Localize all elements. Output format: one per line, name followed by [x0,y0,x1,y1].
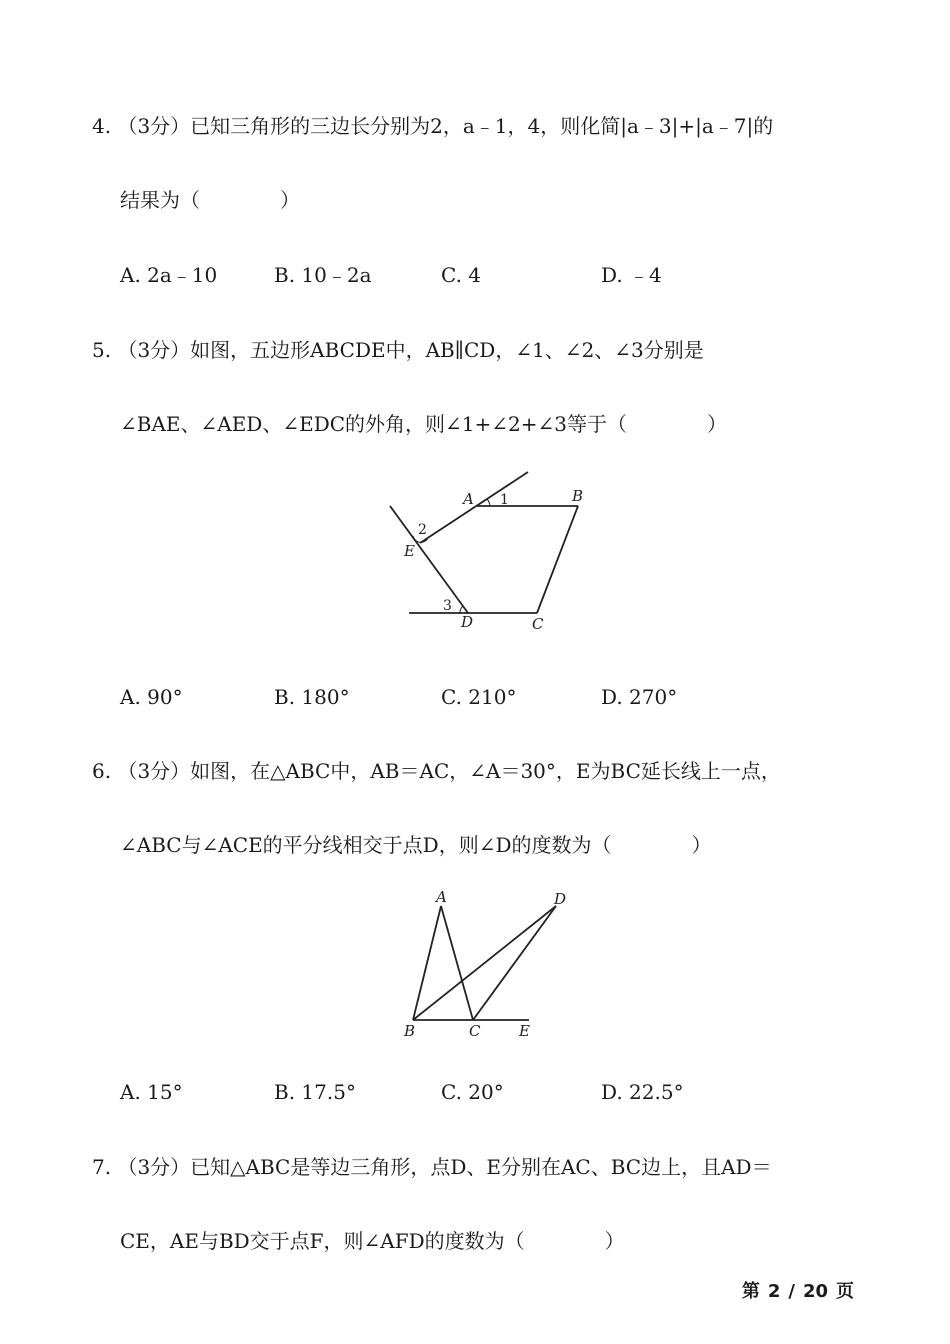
q5-angle1-arc [487,499,490,506]
q6-label-c: C [469,1022,481,1040]
q6-option-c[interactable]: C. 20° [441,1080,504,1104]
footer-total-pages: 20 [802,1281,828,1302]
q5-stem-line1: 5. （3分）如图，五边形ABCDE中，AB∥CD，∠1、∠2、∠3分别是 [92,338,704,362]
q6-segment-ac [441,906,473,1020]
q5-label-3: 3 [443,598,452,614]
q5-line-ae-extended [420,472,528,543]
q4-stem-line2: 结果为（ ） [120,188,300,212]
footer-prefix: 第 [741,1281,760,1302]
q6-option-a[interactable]: A. 15° [120,1080,183,1104]
q5-label-a: A [463,490,474,508]
q5-option-d[interactable]: D. 270° [601,685,678,709]
q5-pentagon-figure [380,465,600,635]
q6-triangle-figure [395,885,580,1045]
page-footer [738,1277,858,1303]
q6-label-a: A [436,888,447,906]
q6-label-e: E [519,1022,530,1040]
q5-angle3-arc [460,606,463,613]
q6-label-b: B [404,1022,416,1040]
q5-option-c[interactable]: C. 210° [441,685,517,709]
q5-label-e: E [404,542,415,560]
footer-suffix: 页 [836,1281,854,1302]
q6-label-d: D [554,890,567,908]
q5-line-ed-extended [390,506,468,613]
q5-option-a[interactable]: A. 90° [120,685,183,709]
q4-option-b[interactable]: B. 10﹣2a [274,263,372,287]
q7-stem-line2: CE，AE与BD交于点F，则∠AFD的度数为（ ） [120,1229,625,1253]
q6-option-b[interactable]: B. 17.5° [274,1080,356,1104]
q6-segment-ab [413,906,441,1020]
q5-option-b[interactable]: B. 180° [274,685,350,709]
q4-option-a[interactable]: A. 2a﹣10 [120,263,218,287]
q5-label-2: 2 [418,522,427,538]
q5-label-c: C [532,615,544,633]
q6-option-d[interactable]: D. 22.5° [601,1080,684,1104]
q4-option-c[interactable]: C. 4 [441,263,482,287]
footer-page-number: 2 [767,1281,781,1302]
q5-label-1: 1 [500,492,509,508]
q5-label-d: D [461,613,474,631]
q6-stem-line1: 6. （3分）如图，在△ABC中，AB＝AC，∠A＝30°，E为BC延长线上一点， [92,759,781,783]
q5-segment-bc [537,506,578,613]
q7-stem-line1: 7. （3分）已知△ABC是等边三角形，点D、E分别在AC、BC边上，且AD＝ [92,1155,772,1179]
q5-label-b: B [572,487,584,505]
q5-stem-line2: ∠BAE、∠AED、∠EDC的外角，则∠1+∠2+∠3等于（ ） [120,412,727,436]
footer-separator: / [788,1281,795,1302]
q4-option-d[interactable]: D. ﹣4 [601,263,662,287]
q4-stem-line1: 4. （3分）已知三角形的三边长分别为2，a﹣1，4，则化简|a﹣3|+|a﹣7|的 [92,114,774,138]
q6-stem-line2: ∠ABC与∠ACE的平分线相交于点D，则∠D的度数为（ ） [120,833,712,857]
